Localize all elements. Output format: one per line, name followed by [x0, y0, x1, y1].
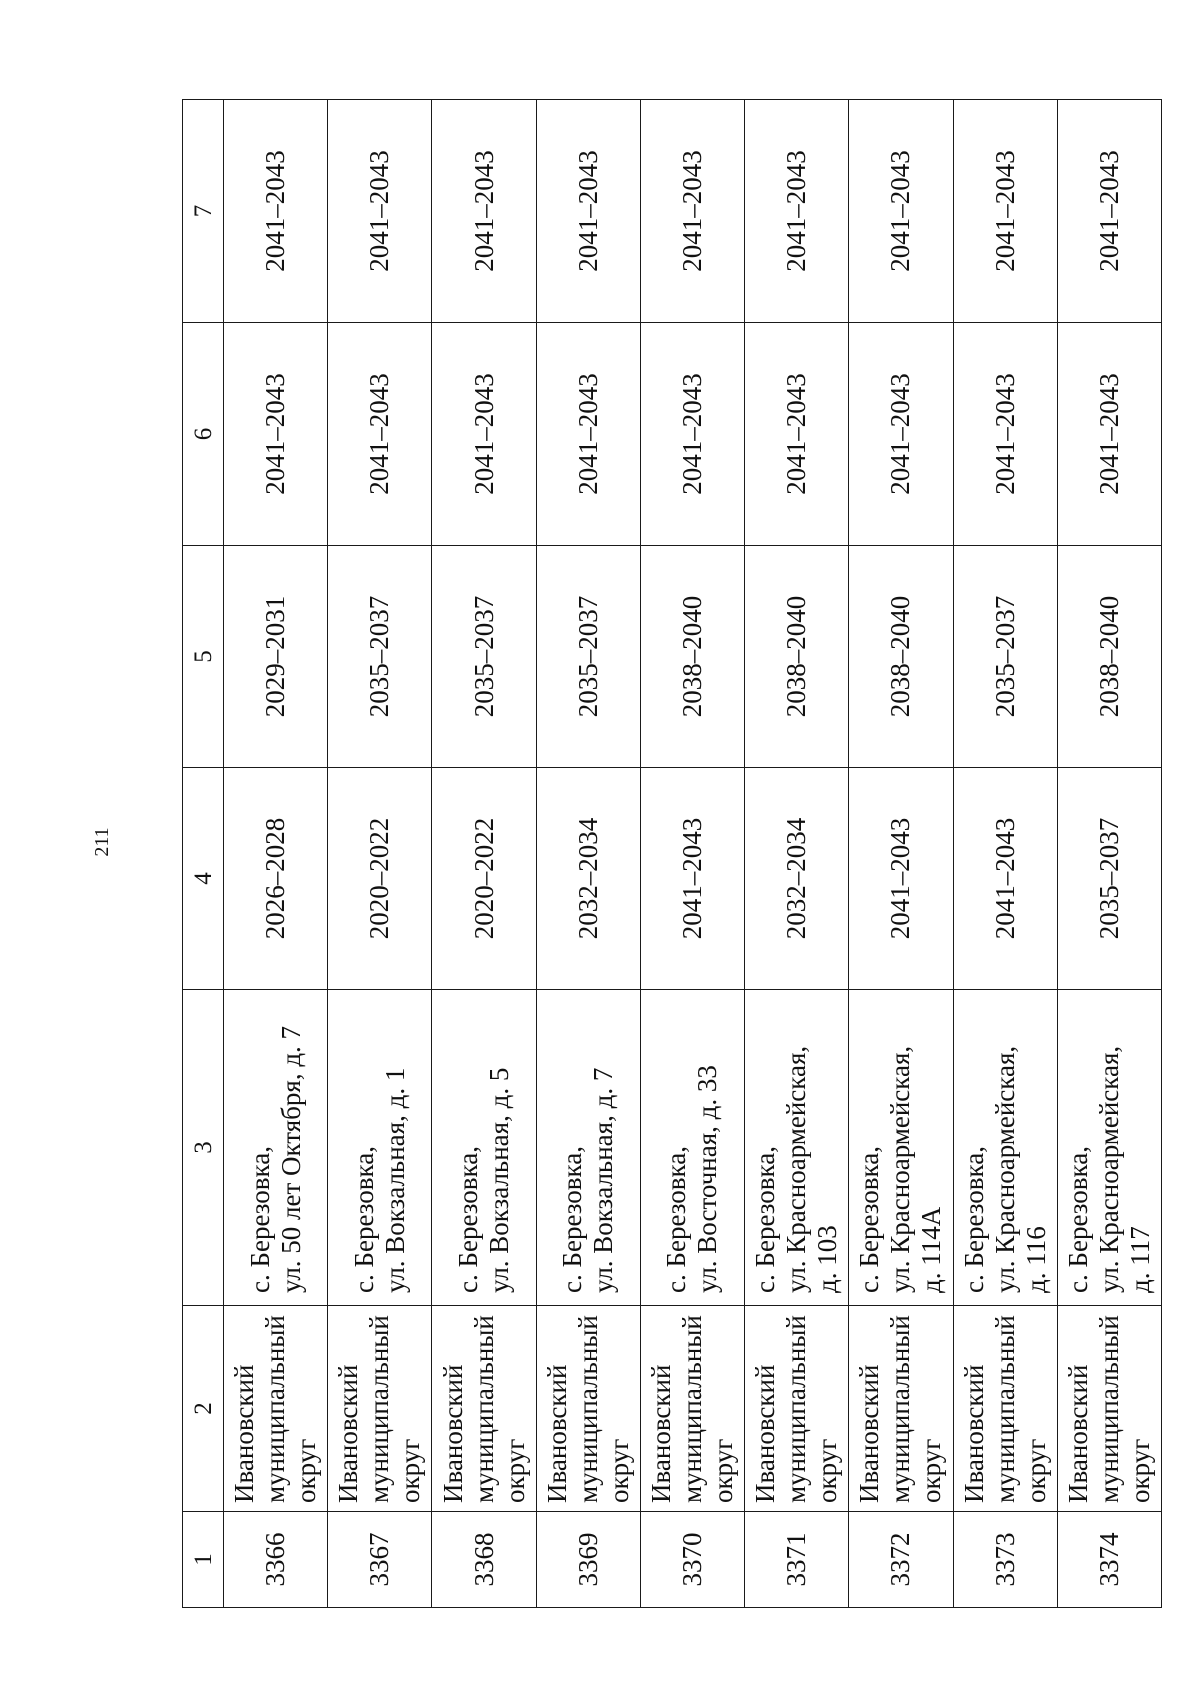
row-number-cell: 3373 [953, 1512, 1057, 1608]
address-line: ул. 50 лет Октября, д. 7 [275, 1025, 306, 1293]
address-cell [849, 990, 953, 1306]
address-line: с. Березовка, [661, 1146, 692, 1293]
row-number-cell: 3371 [745, 1512, 849, 1608]
district-line: муниципальный [572, 1315, 603, 1503]
period-cell-col5: 2035–2037 [953, 546, 1057, 768]
district-cell [432, 1306, 536, 1512]
district-cell [849, 1306, 953, 1512]
address-line: с. Березовка, [958, 1146, 989, 1293]
address-line: ул. Вокзальная, д. 1 [379, 1067, 410, 1293]
column-header: 3 [183, 990, 224, 1306]
district-cell [953, 1306, 1057, 1512]
address-cell [1057, 990, 1161, 1306]
district-line: Ивановский [437, 1364, 468, 1503]
district-line: округ [499, 1438, 530, 1503]
schedule-table [182, 99, 1162, 1608]
table-row [328, 100, 432, 1608]
district-line: Ивановский [229, 1364, 260, 1503]
district-line: Ивановский [541, 1364, 572, 1503]
period-cell-col4: 2041–2043 [849, 768, 953, 990]
district-line: муниципальный [885, 1315, 916, 1503]
address-line: с. Березовка, [854, 1146, 885, 1293]
column-header: 1 [183, 1512, 224, 1608]
district-line: Ивановский [750, 1364, 781, 1503]
period-cell-col4: 2041–2043 [953, 768, 1057, 990]
table-row [536, 100, 640, 1608]
period-cell-col5: 2038–2040 [745, 546, 849, 768]
district-line: муниципальный [676, 1315, 707, 1503]
period-cell-col6: 2041–2043 [953, 323, 1057, 546]
period-cell-col7: 2041–2043 [1057, 100, 1161, 323]
address-line: д. 103 [812, 1225, 843, 1293]
district-line: Ивановский [645, 1364, 676, 1503]
table-row [432, 100, 536, 1608]
district-line: муниципальный [989, 1315, 1020, 1503]
period-cell-col6: 2041–2043 [224, 323, 328, 546]
period-cell-col6: 2041–2043 [328, 323, 432, 546]
period-cell-col7: 2041–2043 [953, 100, 1057, 323]
period-cell-col6: 2041–2043 [640, 323, 744, 546]
district-cell [640, 1306, 744, 1512]
district-line: округ [812, 1438, 843, 1503]
address-line: ул. Вокзальная, д. 5 [484, 1067, 515, 1293]
table-row [745, 100, 849, 1608]
table-container [182, 100, 1162, 1608]
address-line: с. Березовка, [348, 1146, 379, 1293]
address-line: д. 117 [1124, 1226, 1155, 1293]
row-number-cell: 3367 [328, 1512, 432, 1608]
period-cell-col6: 2041–2043 [849, 323, 953, 546]
address-line: ул. Красноармейская, [781, 1045, 812, 1293]
period-cell-col5: 2035–2037 [536, 546, 640, 768]
table-row [224, 100, 328, 1608]
district-line: муниципальный [1093, 1315, 1124, 1503]
address-cell [640, 990, 744, 1306]
district-cell [536, 1306, 640, 1512]
column-header: 7 [183, 100, 224, 323]
row-number-cell: 3370 [640, 1512, 744, 1608]
district-line: округ [916, 1438, 947, 1503]
district-line: округ [603, 1438, 634, 1503]
district-cell [745, 1306, 849, 1512]
district-line: муниципальный [781, 1315, 812, 1503]
table-row [953, 100, 1057, 1608]
address-line: с. Березовка, [1062, 1146, 1093, 1293]
period-cell-col7: 2041–2043 [640, 100, 744, 323]
district-line: Ивановский [854, 1364, 885, 1503]
district-line: муниципальный [260, 1315, 291, 1503]
period-cell-col4: 2020–2022 [328, 768, 432, 990]
address-cell [536, 990, 640, 1306]
address-cell [745, 990, 849, 1306]
address-cell [432, 990, 536, 1306]
period-cell-col7: 2041–2043 [328, 100, 432, 323]
column-header: 2 [183, 1306, 224, 1512]
district-line: Ивановский [958, 1364, 989, 1503]
period-cell-col5: 2035–2037 [432, 546, 536, 768]
period-cell-col4: 2020–2022 [432, 768, 536, 990]
period-cell-col6: 2041–2043 [536, 323, 640, 546]
period-cell-col5: 2038–2040 [1057, 546, 1161, 768]
district-cell [328, 1306, 432, 1512]
address-line: с. Березовка, [750, 1146, 781, 1293]
district-line: округ [1124, 1438, 1155, 1503]
period-cell-col4: 2032–2034 [745, 768, 849, 990]
address-line: д. 114А [916, 1206, 947, 1293]
column-header: 4 [183, 768, 224, 990]
address-cell [224, 990, 328, 1306]
address-line: с. Березовка, [244, 1146, 275, 1293]
column-header: 5 [183, 546, 224, 768]
district-line: округ [707, 1438, 738, 1503]
period-cell-col7: 2041–2043 [849, 100, 953, 323]
row-number-cell: 3372 [849, 1512, 953, 1608]
district-cell [224, 1306, 328, 1512]
address-line: ул. Восточная, д. 33 [692, 1065, 723, 1293]
period-cell-col7: 2041–2043 [432, 100, 536, 323]
row-number-cell: 3374 [1057, 1512, 1161, 1608]
period-cell-col6: 2041–2043 [1057, 323, 1161, 546]
period-cell-col4: 2035–2037 [1057, 768, 1161, 990]
period-cell-col7: 2041–2043 [536, 100, 640, 323]
district-line: муниципальный [364, 1315, 395, 1503]
table-row [1057, 100, 1161, 1608]
district-line: муниципальный [468, 1315, 499, 1503]
period-cell-col7: 2041–2043 [745, 100, 849, 323]
district-line: Ивановский [333, 1364, 364, 1503]
table-body [224, 100, 1162, 1608]
address-cell [328, 990, 432, 1306]
period-cell-col6: 2041–2043 [745, 323, 849, 546]
row-number-cell: 3368 [432, 1512, 536, 1608]
row-number-cell: 3366 [224, 1512, 328, 1608]
district-line: Ивановский [1062, 1364, 1093, 1503]
period-cell-col7: 2041–2043 [224, 100, 328, 323]
address-line: д. 116 [1020, 1226, 1051, 1293]
period-cell-col4: 2026–2028 [224, 768, 328, 990]
address-line: ул. Вокзальная, д. 7 [588, 1067, 619, 1293]
district-cell [1057, 1306, 1161, 1512]
address-line: ул. Красноармейская, [1093, 1045, 1124, 1293]
address-line: с. Березовка, [557, 1146, 588, 1293]
period-cell-col5: 2029–2031 [224, 546, 328, 768]
period-cell-col6: 2041–2043 [432, 323, 536, 546]
period-cell-col4: 2032–2034 [536, 768, 640, 990]
table-row [849, 100, 953, 1608]
district-line: округ [291, 1438, 322, 1503]
page-number: 211 [91, 827, 113, 857]
period-cell-col5: 2038–2040 [849, 546, 953, 768]
period-cell-col5: 2035–2037 [328, 546, 432, 768]
address-line: ул. Красноармейская, [885, 1045, 916, 1293]
period-cell-col5: 2038–2040 [640, 546, 744, 768]
row-number-cell: 3369 [536, 1512, 640, 1608]
address-line: ул. Красноармейская, [989, 1045, 1020, 1293]
period-cell-col4: 2041–2043 [640, 768, 744, 990]
address-line: с. Березовка, [453, 1146, 484, 1293]
column-header: 6 [183, 323, 224, 546]
table-row [640, 100, 744, 1608]
table-header-row [183, 100, 224, 1608]
address-cell [953, 990, 1057, 1306]
district-line: округ [1020, 1438, 1051, 1503]
district-line: округ [395, 1438, 426, 1503]
